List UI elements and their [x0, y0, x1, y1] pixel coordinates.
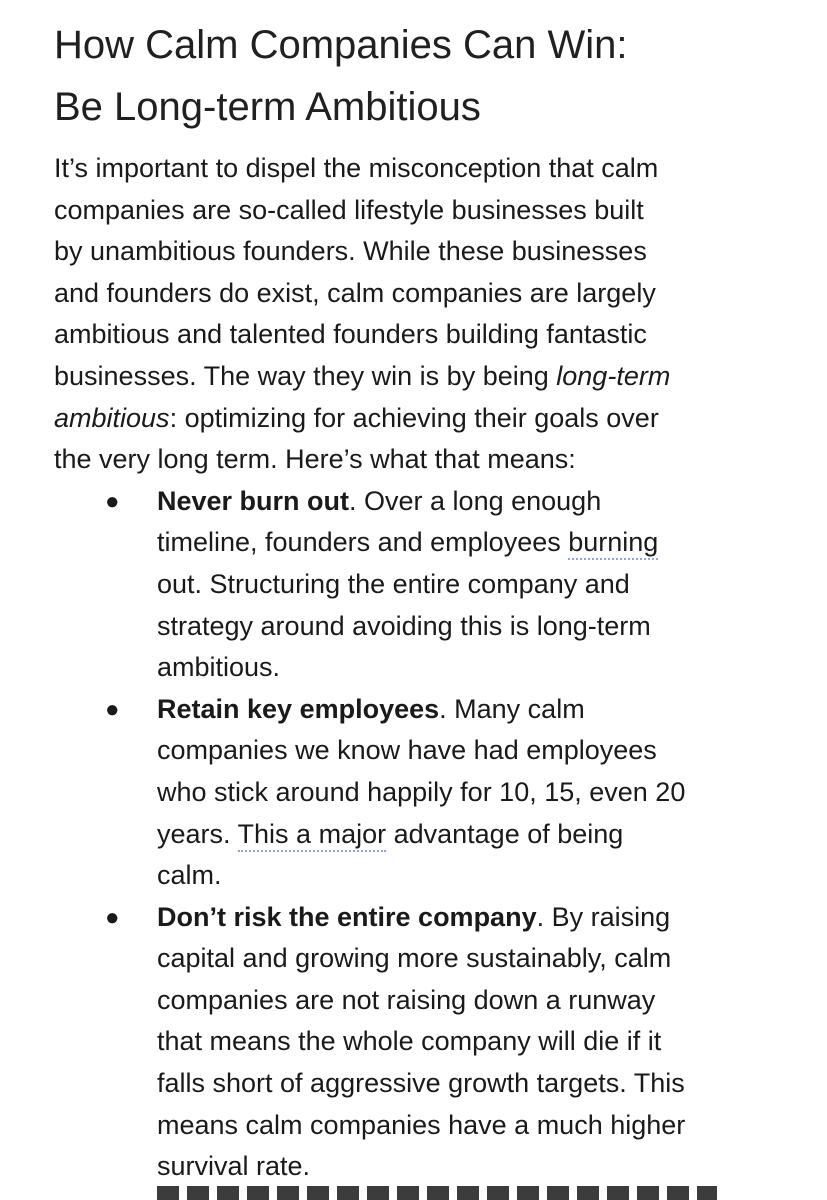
bullet-line	[157, 897, 814, 939]
bullet-text: . Over a long enough	[349, 485, 602, 516]
bullet-line	[157, 481, 814, 523]
intro-line: and founders do exist, calm companies are largely	[54, 277, 656, 308]
cut-off-text-fragment	[157, 1186, 717, 1200]
bullet-list	[54, 481, 814, 1188]
intro-line: by unambitious founders. While these businesses	[54, 236, 647, 267]
bullet-text: advantage of being	[386, 818, 624, 849]
bullet-dot-icon: ●	[105, 487, 120, 515]
emphasis-long-term: long-term	[556, 360, 671, 391]
bullet-item-dont-risk-company	[54, 897, 814, 1188]
bullet-line: means calm companies have a much higher	[157, 1109, 686, 1140]
emphasis-ambitious: ambitious	[54, 402, 170, 433]
bullet-line: that means the whole company will die if it	[157, 1026, 662, 1057]
bullet-line: companies we know have had employees	[157, 735, 657, 766]
intro-text: : optimizing for achieving their goals over	[169, 402, 659, 433]
intro-text: businesses. The way they win is by being	[54, 360, 557, 391]
bullet-line	[157, 814, 814, 856]
title-line-2: Be Long-term Ambitious	[54, 85, 481, 129]
document-page	[54, 14, 814, 1188]
intro-line: the very long term. Here’s what that means:	[54, 444, 576, 475]
intro-line: companies are so-called lifestyle businesses built	[54, 194, 644, 225]
bullet-line: capital and growing more sustainably, calm	[157, 943, 672, 974]
intro-paragraph	[54, 148, 814, 481]
bullet-line	[157, 689, 814, 731]
bullet-text: years.	[157, 818, 238, 849]
intro-line	[54, 356, 814, 398]
bullet-line: ambitious.	[157, 652, 281, 683]
intro-line	[54, 398, 814, 440]
intro-line: It’s important to dispel the misconception that calm	[54, 153, 659, 183]
bullet-line: calm.	[157, 860, 222, 891]
bullet-text: timeline, founders and employees	[157, 527, 569, 558]
bullet-dot-icon: ●	[105, 903, 120, 931]
intro-line: ambitious and talented founders building fantastic	[54, 319, 647, 350]
bullet-line: strategy around avoiding this is long-term	[157, 610, 651, 641]
bullet-line: out. Structuring the entire company and	[157, 568, 630, 599]
bullet-dot-icon: ●	[105, 695, 120, 723]
bullet-item-retain-key-employees	[54, 689, 814, 897]
bullet-item-never-burn-out	[54, 481, 814, 689]
grammar-suggestion-underline[interactable]: This a major	[238, 819, 387, 852]
bullet-heading: Retain key employees	[157, 693, 440, 724]
title-line-1: How Calm Companies Can Win:	[54, 23, 628, 67]
bullet-line: survival rate.	[157, 1151, 311, 1182]
grammar-suggestion-underline[interactable]: burning	[568, 527, 658, 560]
bullet-text: . By raising	[536, 901, 671, 932]
cut-off-next-line	[157, 1186, 717, 1200]
bullet-text: . Many calm	[439, 693, 585, 724]
document-title	[54, 14, 814, 138]
bullet-heading: Never burn out	[157, 485, 350, 516]
bullet-line: who stick around happily for 10, 15, even 20	[157, 776, 686, 807]
bullet-line	[157, 522, 814, 564]
bullet-line: falls short of aggressive growth targets. This	[157, 1068, 685, 1099]
bullet-line: companies are not raising down a runway	[157, 984, 656, 1015]
bullet-heading: Don’t risk the entire company	[157, 901, 537, 932]
